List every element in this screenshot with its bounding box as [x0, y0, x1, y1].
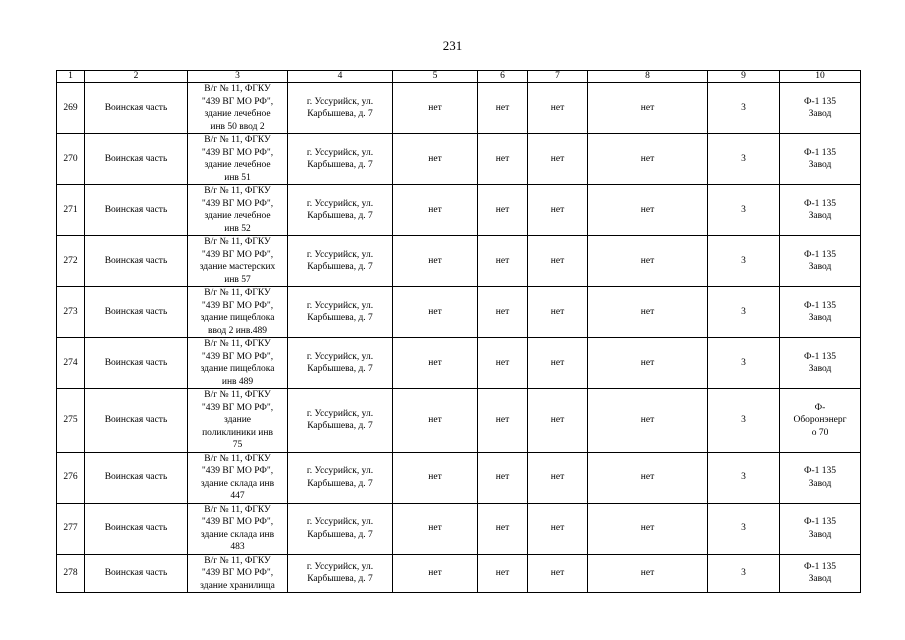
- owner-cell: Воинская часть: [85, 134, 188, 185]
- address-cell-line: г. Уссурийск, ул.: [306, 561, 374, 572]
- object-cell-line: здание лечебное: [204, 160, 271, 170]
- row-number-cell: 275: [57, 389, 85, 453]
- address-cell-line: г. Уссурийск, ул.: [306, 517, 374, 527]
- object-cell-line: В/г № 11, ФГКУ: [204, 339, 271, 349]
- table-row: [57, 338, 861, 389]
- row-number-cell: 273: [57, 287, 85, 338]
- column-number: 2: [85, 71, 188, 83]
- column-number: 10: [780, 71, 861, 83]
- address-cell-line: г. Уссурийск, ул.: [306, 351, 374, 362]
- address-cell: [288, 503, 393, 554]
- object-cell: [188, 452, 288, 503]
- object-cell-line: В/г № 11, ФГКУ: [204, 390, 271, 400]
- object-cell-line: В/г № 11, ФГКУ: [204, 288, 271, 298]
- column-number: 6: [478, 71, 528, 83]
- owner-cell: Воинская часть: [85, 185, 188, 236]
- address-cell-line: Карбышева, д. 7: [307, 364, 373, 374]
- col5-cell: нет: [393, 236, 478, 287]
- table-row: [57, 236, 861, 287]
- col9-cell: 3: [708, 134, 780, 185]
- col7-cell: нет: [528, 389, 588, 453]
- feeder-cell: [780, 236, 861, 287]
- object-cell: [188, 236, 288, 287]
- col7-cell: нет: [528, 83, 588, 134]
- object-cell-line: 483: [230, 542, 245, 552]
- col5-cell: нет: [393, 134, 478, 185]
- table-row: [57, 503, 861, 554]
- feeder-cell-line: Завод: [808, 574, 832, 585]
- col7-cell: нет: [528, 338, 588, 389]
- col6-cell: нет: [478, 503, 528, 554]
- object-cell-line: В/г № 11, ФГКУ: [204, 186, 271, 196]
- feeder-cell-line: Завод: [808, 160, 832, 170]
- feeder-cell: [780, 554, 861, 593]
- owner-cell: Воинская часть: [85, 83, 188, 134]
- object-cell-line: 447: [230, 491, 245, 501]
- col6-cell: нет: [478, 554, 528, 593]
- owner-cell: Воинская часть: [85, 287, 188, 338]
- owner-cell: Воинская часть: [85, 554, 188, 593]
- table-row: [57, 185, 861, 236]
- row-number-cell: 272: [57, 236, 85, 287]
- object-cell: [188, 83, 288, 134]
- col9-cell: 3: [708, 554, 780, 593]
- object-cell-line: ввод 2 инв.489: [208, 325, 267, 336]
- col8-cell: нет: [588, 452, 708, 503]
- object-cell: [188, 554, 288, 593]
- object-cell: [188, 338, 288, 389]
- feeder-cell-line: Ф-1 135: [803, 466, 837, 476]
- address-cell-line: г. Уссурийск, ул.: [306, 466, 374, 476]
- col7-cell: нет: [528, 452, 588, 503]
- col9-cell: 3: [708, 185, 780, 236]
- object-cell-line: В/г № 11, ФГКУ: [204, 504, 271, 515]
- object-cell: [188, 389, 288, 453]
- feeder-cell: [780, 185, 861, 236]
- owner-cell: Воинская часть: [85, 452, 188, 503]
- feeder-cell-line: Ф-1 135: [803, 300, 837, 311]
- page-number: 231: [442, 38, 463, 53]
- feeder-cell: [780, 389, 861, 453]
- col5-cell: нет: [393, 554, 478, 593]
- feeder-cell-line: Оборонэнерг: [793, 415, 847, 425]
- address-cell: [288, 554, 393, 593]
- table-row: [57, 452, 861, 503]
- address-cell-line: Карбышева, д. 7: [307, 574, 373, 585]
- column-number-row: [57, 71, 861, 83]
- col6-cell: нет: [478, 236, 528, 287]
- address-cell-line: Карбышева, д. 7: [307, 529, 373, 540]
- feeder-cell-line: Ф-1 135: [803, 517, 837, 527]
- column-number: 1: [57, 71, 85, 83]
- col8-cell: нет: [588, 554, 708, 593]
- object-cell-line: здание пищеблока: [200, 364, 275, 374]
- row-number-cell: 269: [57, 83, 85, 134]
- table-row: [57, 554, 861, 593]
- col6-cell: нет: [478, 389, 528, 453]
- col6-cell: нет: [478, 452, 528, 503]
- address-cell-line: г. Уссурийск, ул.: [306, 249, 374, 260]
- object-cell-line: здание лечебное: [204, 211, 271, 221]
- owner-cell: Воинская часть: [85, 338, 188, 389]
- col8-cell: нет: [588, 389, 708, 453]
- feeder-cell-line: Ф-1 135: [803, 147, 837, 158]
- object-cell-line: здание склада инв: [200, 529, 275, 540]
- registry-table: [56, 70, 861, 593]
- object-cell-line: инв 57: [224, 274, 251, 285]
- object-cell-line: инв 52: [224, 223, 251, 234]
- object-cell-line: инв 489: [221, 376, 254, 387]
- column-number: 3: [188, 71, 288, 83]
- row-number-cell: 270: [57, 134, 85, 185]
- object-cell-line: "439 ВГ МО РФ",: [201, 147, 274, 158]
- row-number-cell: 278: [57, 554, 85, 593]
- address-cell: [288, 338, 393, 389]
- col9-cell: 3: [708, 287, 780, 338]
- col6-cell: нет: [478, 338, 528, 389]
- col6-cell: нет: [478, 185, 528, 236]
- col5-cell: нет: [393, 287, 478, 338]
- owner-cell: Воинская часть: [85, 389, 188, 453]
- col9-cell: 3: [708, 83, 780, 134]
- row-number-cell: 276: [57, 452, 85, 503]
- row-number-cell: 271: [57, 185, 85, 236]
- address-cell-line: г. Уссурийск, ул.: [306, 408, 374, 419]
- object-cell-line: В/г № 11, ФГКУ: [204, 237, 271, 247]
- address-cell: [288, 134, 393, 185]
- object-cell-line: здание хранилища: [200, 580, 275, 591]
- feeder-cell: [780, 338, 861, 389]
- col6-cell: нет: [478, 287, 528, 338]
- object-cell-line: поликлиники инв: [202, 427, 273, 438]
- col7-cell: нет: [528, 503, 588, 554]
- owner-cell: Воинская часть: [85, 236, 188, 287]
- feeder-cell-line: Завод: [808, 262, 832, 272]
- col8-cell: нет: [588, 83, 708, 134]
- object-cell-line: здание лечебное: [204, 109, 271, 119]
- col5-cell: нет: [393, 389, 478, 453]
- table-row: [57, 389, 861, 453]
- feeder-cell-line: Ф-1 135: [803, 198, 837, 209]
- feeder-cell-line: Завод: [808, 364, 832, 374]
- table-row: [57, 83, 861, 134]
- col7-cell: нет: [528, 134, 588, 185]
- feeder-cell: [780, 452, 861, 503]
- object-cell-line: инв 51: [224, 172, 251, 183]
- object-cell-line: здание: [223, 415, 251, 425]
- col6-cell: нет: [478, 134, 528, 185]
- address-cell-line: г. Уссурийск, ул.: [306, 147, 374, 158]
- object-cell-line: "439 ВГ МО РФ",: [201, 402, 274, 413]
- feeder-cell-line: Завод: [808, 529, 832, 540]
- object-cell: [188, 134, 288, 185]
- address-cell-line: г. Уссурийск, ул.: [306, 300, 374, 311]
- object-cell-line: "439 ВГ МО РФ",: [201, 517, 274, 527]
- col7-cell: нет: [528, 185, 588, 236]
- col5-cell: нет: [393, 452, 478, 503]
- feeder-cell-line: Ф-1 135: [803, 351, 837, 362]
- table-body: [57, 71, 861, 593]
- owner-cell: Воинская часть: [85, 503, 188, 554]
- feeder-cell-line: о 70: [811, 427, 829, 438]
- col7-cell: нет: [528, 287, 588, 338]
- col9-cell: 3: [708, 452, 780, 503]
- col8-cell: нет: [588, 287, 708, 338]
- feeder-cell: [780, 287, 861, 338]
- object-cell: [188, 185, 288, 236]
- object-cell-line: "439 ВГ МО РФ",: [201, 249, 274, 260]
- address-cell-line: Карбышева, д. 7: [307, 109, 373, 119]
- object-cell-line: "439 ВГ МО РФ",: [201, 351, 274, 362]
- address-cell-line: Карбышева, д. 7: [307, 313, 373, 323]
- object-cell-line: инв 50 ввод 2: [210, 121, 265, 132]
- object-cell-line: здание мастерских: [199, 262, 276, 272]
- address-cell: [288, 389, 393, 453]
- col5-cell: нет: [393, 83, 478, 134]
- address-cell: [288, 83, 393, 134]
- address-cell-line: г. Уссурийск, ул.: [306, 198, 374, 209]
- column-number: 5: [393, 71, 478, 83]
- object-cell-line: В/г № 11, ФГКУ: [204, 555, 271, 566]
- address-cell-line: г. Уссурийск, ул.: [306, 96, 374, 107]
- column-number: 7: [528, 71, 588, 83]
- col9-cell: 3: [708, 503, 780, 554]
- feeder-cell-line: Ф-1 135: [803, 249, 837, 260]
- column-number: 4: [288, 71, 393, 83]
- address-cell: [288, 287, 393, 338]
- feeder-cell: [780, 83, 861, 134]
- col9-cell: 3: [708, 338, 780, 389]
- col9-cell: 3: [708, 389, 780, 453]
- address-cell: [288, 236, 393, 287]
- col5-cell: нет: [393, 338, 478, 389]
- col7-cell: нет: [528, 554, 588, 593]
- feeder-cell-line: Ф-: [814, 402, 826, 413]
- address-cell-line: Карбышева, д. 7: [307, 421, 373, 432]
- object-cell-line: 75: [232, 440, 243, 450]
- table-row: [57, 134, 861, 185]
- object-cell-line: здание склада инв: [200, 478, 275, 489]
- feeder-cell-line: Завод: [808, 109, 832, 119]
- object-cell-line: "439 ВГ МО РФ",: [201, 300, 274, 311]
- column-number: 9: [708, 71, 780, 83]
- col8-cell: нет: [588, 185, 708, 236]
- feeder-cell-line: Завод: [808, 211, 832, 221]
- address-cell-line: Карбышева, д. 7: [307, 211, 373, 221]
- object-cell-line: "439 ВГ МО РФ",: [201, 466, 274, 476]
- col9-cell: 3: [708, 236, 780, 287]
- feeder-cell-line: Завод: [808, 313, 832, 323]
- col5-cell: нет: [393, 185, 478, 236]
- col8-cell: нет: [588, 134, 708, 185]
- object-cell-line: "439 ВГ МО РФ",: [201, 96, 274, 107]
- address-cell: [288, 185, 393, 236]
- column-number: 8: [588, 71, 708, 83]
- col8-cell: нет: [588, 338, 708, 389]
- object-cell: [188, 287, 288, 338]
- address-cell-line: Карбышева, д. 7: [307, 160, 373, 170]
- col5-cell: нет: [393, 503, 478, 554]
- feeder-cell-line: Ф-1 135: [803, 96, 837, 107]
- object-cell-line: здание пищеблока: [200, 313, 275, 323]
- address-cell-line: Карбышева, д. 7: [307, 262, 373, 272]
- table-row: [57, 287, 861, 338]
- address-cell-line: Карбышева, д. 7: [307, 478, 373, 489]
- col7-cell: нет: [528, 236, 588, 287]
- col6-cell: нет: [478, 83, 528, 134]
- row-number-cell: 277: [57, 503, 85, 554]
- feeder-cell-line: Завод: [808, 478, 832, 489]
- object-cell-line: "439 ВГ МО РФ",: [201, 198, 274, 209]
- col8-cell: нет: [588, 503, 708, 554]
- row-number-cell: 274: [57, 338, 85, 389]
- address-cell: [288, 452, 393, 503]
- object-cell-line: В/г № 11, ФГКУ: [204, 135, 271, 145]
- feeder-cell: [780, 503, 861, 554]
- object-cell-line: В/г № 11, ФГКУ: [204, 84, 271, 94]
- object-cell-line: "439 ВГ МО РФ",: [201, 568, 274, 578]
- feeder-cell-line: Ф-1 135: [803, 561, 837, 572]
- object-cell-line: В/г № 11, ФГКУ: [204, 453, 271, 464]
- object-cell: [188, 503, 288, 554]
- col8-cell: нет: [588, 236, 708, 287]
- feeder-cell: [780, 134, 861, 185]
